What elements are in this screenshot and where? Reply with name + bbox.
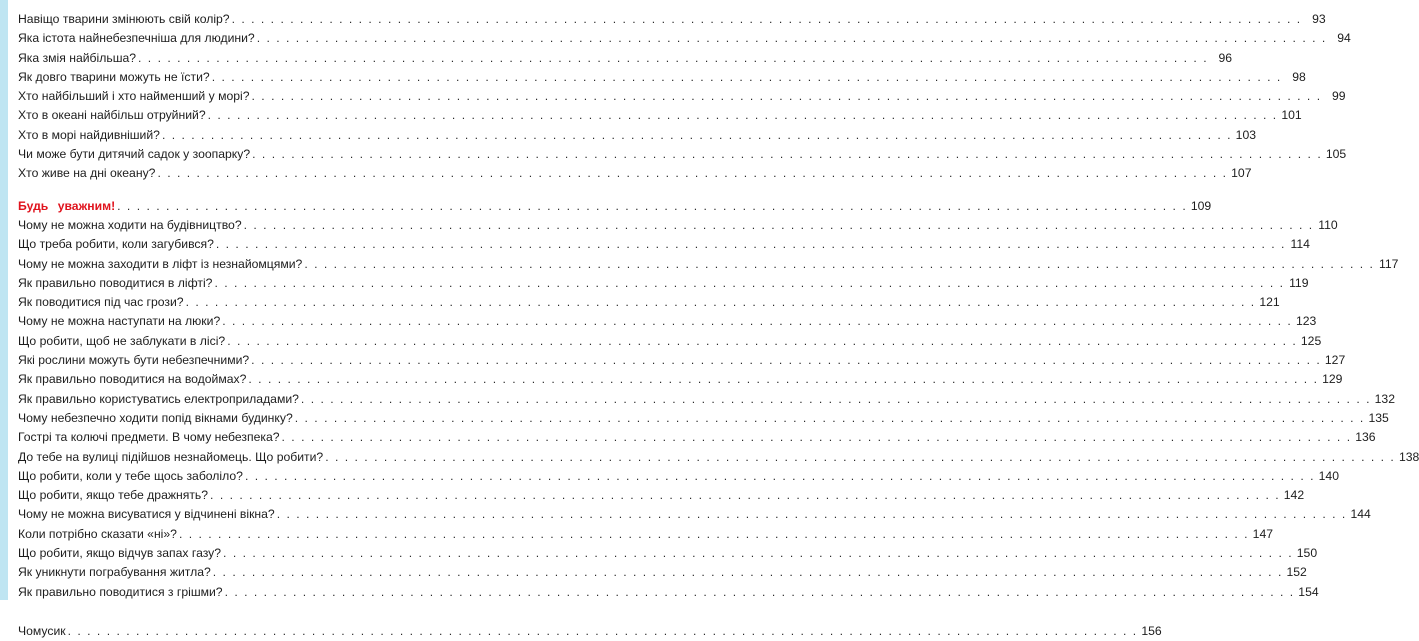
toc-leader-dots — [222, 312, 1292, 331]
toc-entry-page: 150 — [1296, 546, 1318, 561]
toc-entry[interactable] — [18, 370, 1343, 389]
toc-section-animals — [18, 10, 1351, 184]
toc-entry-page: 117 — [1378, 256, 1399, 271]
toc-entry[interactable] — [18, 505, 1371, 524]
toc-leader-dots — [216, 235, 1286, 254]
toc-entry-title: Як правильно користуватись електроприладами? — [18, 391, 299, 406]
toc-entry[interactable] — [18, 10, 1326, 29]
toc-leader-dots — [210, 486, 1280, 505]
toc-entry-title: Гострі та колючі предмети. В чому небезпека? — [18, 430, 280, 445]
toc-entry[interactable] — [18, 145, 1347, 164]
toc-entry-page: 98 — [1292, 69, 1306, 84]
toc-entry-page: 136 — [1355, 430, 1376, 445]
toc-leader-dots — [68, 622, 1138, 641]
toc-entry-title: Яка змія найбільша? — [18, 50, 137, 65]
toc-leader-dots — [248, 370, 1318, 389]
toc-leader-dots — [162, 126, 1232, 145]
toc-entry-title: Як довго тварини можуть не їсти? — [18, 69, 210, 84]
toc-entry-page: 114 — [1290, 237, 1310, 252]
toc-entry[interactable] — [18, 525, 1274, 544]
toc-entry-page: 94 — [1337, 31, 1351, 46]
toc-entry-page: 93 — [1312, 12, 1326, 26]
toc-entry[interactable] — [18, 164, 1252, 183]
toc-entry-title: Що робити, якщо тебе дражнять? — [18, 488, 209, 503]
toc-entry-page: 147 — [1252, 526, 1274, 541]
toc-entry-title: Хто в морі найдивніший? — [18, 127, 160, 142]
toc-entry-page: 103 — [1235, 127, 1257, 142]
toc-leader-dots — [179, 525, 1249, 544]
toc-entry-page: 156 — [1141, 623, 1162, 638]
toc-entry-page: 99 — [1332, 89, 1346, 104]
toc-entry-title: Яка істота найнебезпечніша для людини? — [18, 31, 255, 46]
toc-leader-dots — [244, 216, 1314, 235]
toc-entry-title: До тебе на вулиці підійшов незнайомець. Що робити? — [18, 449, 324, 464]
toc-entry-title: Хто найбільший і хто найменший у морі? — [18, 89, 250, 104]
toc-entry[interactable] — [18, 428, 1376, 447]
toc-entry-title: Що робити, якщо відчув запах газу? — [18, 546, 222, 561]
table-of-contents — [18, 10, 1419, 641]
toc-entry-page: 96 — [1218, 50, 1233, 65]
toc-entry-title: Що треба робити, коли загубився? — [18, 237, 214, 252]
toc-entry[interactable] — [18, 351, 1346, 370]
toc-leader-dots — [213, 563, 1283, 582]
toc-leader-dots — [325, 448, 1395, 467]
toc-entry-title: Як правильно поводитися в ліфті? — [18, 275, 213, 290]
toc-entry[interactable] — [18, 274, 1309, 293]
toc-entry-title: Чому не можна ходити на будівництво? — [18, 217, 242, 232]
toc-entry[interactable] — [18, 126, 1257, 145]
toc-leader-dots — [186, 293, 1256, 312]
toc-leader-dots — [277, 505, 1347, 524]
toc-entry[interactable] — [18, 583, 1319, 602]
section-heading-title: Будь уважним! — [18, 198, 116, 213]
toc-entry[interactable] — [18, 255, 1399, 274]
toc-leader-dots — [301, 390, 1371, 409]
toc-entry-title: Які рослини можуть бути небезпечними? — [18, 353, 250, 368]
toc-entry-page: 123 — [1295, 314, 1317, 329]
toc-leader-dots — [117, 197, 1187, 216]
toc-entry[interactable] — [18, 235, 1310, 254]
toc-entry[interactable] — [18, 409, 1389, 428]
toc-leader-dots — [295, 409, 1365, 428]
toc-leader-dots — [138, 49, 1208, 68]
section-gap — [18, 602, 422, 622]
toc-entry[interactable] — [18, 486, 1305, 505]
toc-leader-dots — [223, 544, 1293, 563]
toc-entry-title: Як поводитися під час грози? — [18, 295, 184, 310]
toc-leader-dots — [251, 351, 1321, 370]
toc-entry-title: Чому небезпечно ходити попід вікнами будинку? — [18, 410, 293, 425]
toc-entry[interactable] — [18, 29, 1351, 48]
toc-entry-page: 107 — [1231, 166, 1252, 181]
section-heading-page: 109 — [1190, 198, 1212, 213]
toc-leader-dots — [212, 68, 1282, 87]
toc-entry-chomusyk[interactable] — [18, 622, 1162, 641]
toc-entry-page: 138 — [1398, 449, 1419, 464]
toc-leader-dots — [232, 10, 1302, 29]
toc-entry-title: Як правильно поводитися на водоймах? — [18, 372, 247, 387]
toc-entry-page: 152 — [1286, 565, 1307, 580]
section-gap — [18, 184, 422, 197]
toc-entry-title: Навіщо тварини змінюють свій колір? — [18, 12, 230, 26]
toc-entry[interactable] — [18, 544, 1318, 563]
toc-entry[interactable] — [18, 49, 1233, 68]
toc-leader-dots — [282, 428, 1352, 447]
toc-section-heading[interactable] — [18, 197, 1212, 216]
toc-entry-page: 110 — [1318, 217, 1338, 232]
toc-entry-title: Як уникнути пограбування житла? — [18, 565, 211, 580]
toc-entry-page: 154 — [1298, 584, 1319, 599]
toc-entry-page: 142 — [1283, 488, 1305, 503]
toc-entry-page: 121 — [1259, 295, 1280, 310]
toc-entry-page: 132 — [1374, 391, 1395, 406]
toc-leader-dots — [214, 274, 1284, 293]
toc-entry-page: 144 — [1350, 507, 1371, 522]
toc-entry-page: 140 — [1318, 468, 1339, 483]
toc-entry[interactable] — [18, 312, 1317, 331]
toc-leader-dots — [208, 106, 1278, 125]
toc-leader-dots — [257, 29, 1327, 48]
toc-entry[interactable] — [18, 467, 1339, 486]
toc-entry-page: 105 — [1325, 147, 1347, 162]
toc-leader-dots — [225, 583, 1295, 602]
toc-entry[interactable] — [18, 68, 1306, 87]
toc-entry-page: 125 — [1300, 333, 1322, 348]
toc-entry-page: 119 — [1289, 275, 1309, 290]
toc-entry-title: Хто живе на дні океану? — [18, 166, 156, 181]
toc-entry[interactable] — [18, 293, 1280, 312]
toc-entry-title: Чому не можна наступати на люки? — [18, 314, 221, 329]
toc-entry-title: Чи може бути дитячий садок у зоопарку? — [18, 147, 251, 162]
toc-entry-page: 135 — [1368, 410, 1389, 425]
toc-entry[interactable] — [18, 106, 1302, 125]
toc-entry-page: 127 — [1324, 353, 1346, 368]
toc-entry-title: Чому не можна заходити в ліфт із незнайомцями? — [18, 256, 303, 271]
toc-section-be-careful — [18, 197, 1419, 602]
toc-entry[interactable] — [18, 87, 1346, 106]
toc-entry-title: Чомусик — [18, 623, 66, 638]
toc-entry[interactable] — [18, 448, 1419, 467]
toc-leader-dots — [252, 87, 1322, 106]
toc-leader-dots — [227, 332, 1297, 351]
toc-entry-title: Що робити, щоб не заблукати в лісі? — [18, 333, 226, 348]
toc-leader-dots — [252, 145, 1322, 164]
toc-leader-dots — [245, 467, 1315, 486]
toc-entry[interactable] — [18, 563, 1307, 582]
toc-entry-page: 129 — [1322, 372, 1343, 387]
toc-entry[interactable] — [18, 332, 1322, 351]
toc-entry-title: Коли потрібно сказати «ні»? — [18, 526, 177, 541]
toc-entry-title: Як правильно поводитися з грішми? — [18, 584, 223, 599]
toc-entry-page: 101 — [1281, 108, 1302, 123]
toc-entry[interactable] — [18, 390, 1395, 409]
toc-entry-title: Хто в океані найбільш отруйний? — [18, 108, 206, 123]
toc-entry[interactable] — [18, 216, 1338, 235]
toc-entry-title: Чому не можна висуватися у відчинені вікна? — [18, 507, 275, 522]
toc-leader-dots — [304, 255, 1374, 274]
toc-leader-dots — [157, 164, 1227, 183]
page-edge-band — [0, 0, 8, 600]
toc-entry-title: Що робити, коли у тебе щось заболіло? — [18, 468, 243, 483]
